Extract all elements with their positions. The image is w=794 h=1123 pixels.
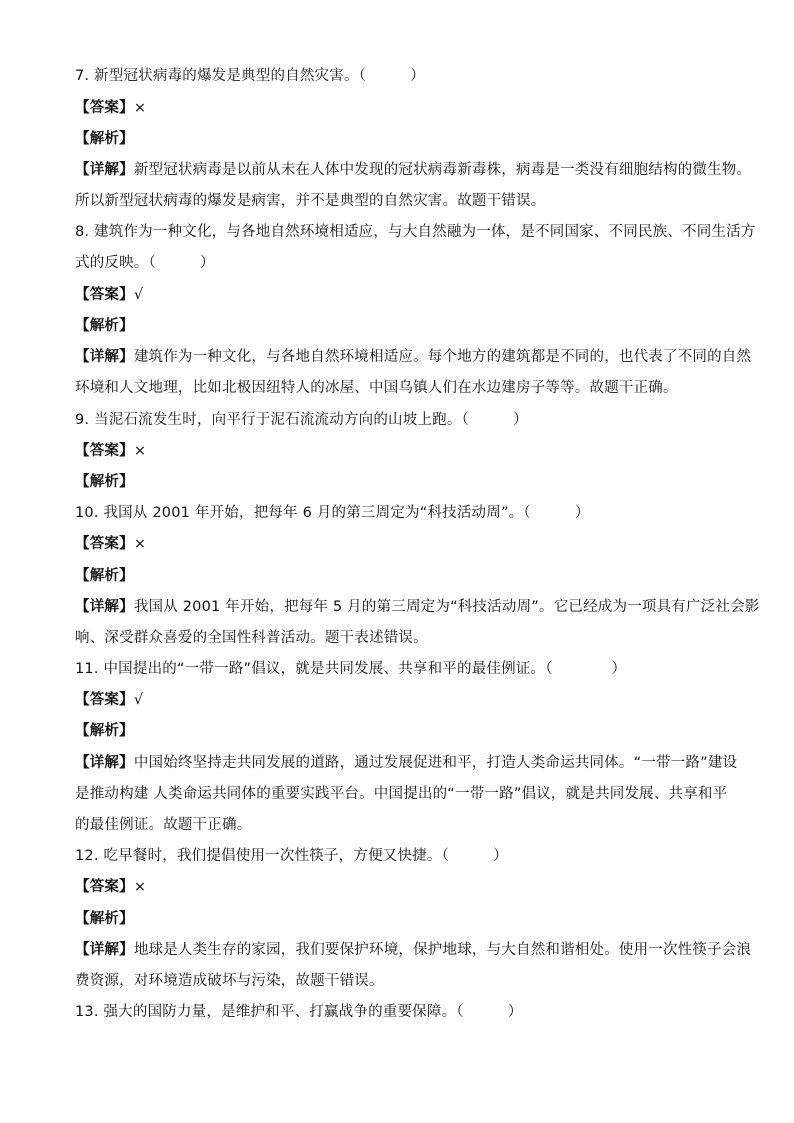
detail-label: 【详解】 — [75, 755, 134, 771]
detail-10-line-2: 响、深受群众喜爱的全国性科普活动。题干表述错误。 — [75, 630, 428, 646]
detail-text: 新型冠状病毒是以前从未在人体中发现的冠状病毒新毒株，病毒是一类没有细胞结构的微生物。 — [133, 162, 752, 178]
detail-label: 【详解】 — [75, 162, 134, 178]
analysis-label-9: 【解析】 — [75, 474, 134, 490]
answer-label: 【答案】 — [75, 443, 134, 459]
detail-8-line-2: 环境和人文地理，比如北极因纽特人的冰屋、中国乌镇人们在水边建房子等等。故题干正确。 — [75, 380, 678, 396]
question-9: 9. 当泥石流发生时，向平行于泥石流流动方向的山坡上跑。（ ） — [75, 412, 528, 428]
answer-label: 【答案】 — [75, 287, 134, 303]
question-8-line-2: 式的反映。（ ） — [75, 255, 215, 271]
detail-11-line-2: 是推动构建 人类命运共同体的重要实践平台。中国提出的“一带一路”倡议，就是共同发展、共享和平 — [75, 786, 728, 802]
detail-text: 地球是人类生存的家园，我们要保护环境，保护地球，与大自然和谐相处。使用一次性筷子会浪 — [133, 942, 752, 958]
answer-label: 【答案】 — [75, 879, 134, 895]
detail-label: 【详解】 — [75, 599, 134, 615]
answer-8 — [75, 285, 143, 305]
detail-text: 建筑作为一种文化，与各地自然环境相适应。每个地方的建筑都是不同的，也代表了不同的自然 — [133, 349, 752, 365]
question-12: 12. 吃早餐时，我们提倡使用一次性筷子，方便又快捷。（ ） — [75, 848, 508, 864]
answer-label: 【答案】 — [75, 100, 134, 116]
analysis-label-10: 【解析】 — [75, 568, 134, 584]
answer-7 — [75, 98, 146, 118]
answer-value: √ — [133, 692, 144, 708]
detail-label: 【详解】 — [75, 942, 134, 958]
detail-11-line-1 — [75, 753, 737, 773]
detail-12-line-2: 费资源，对环境造成破坏与污染，故题干错误。 — [75, 973, 384, 989]
answer-value: × — [133, 443, 147, 459]
answer-value: × — [133, 100, 147, 116]
answer-10 — [75, 534, 146, 554]
detail-10-line-1 — [75, 597, 760, 617]
answer-9 — [75, 441, 146, 461]
answer-12 — [75, 877, 146, 897]
detail-8-line-1 — [75, 347, 751, 367]
question-13: 13. 强大的国防力量，是维护和平、打赢战争的重要保障。（ ） — [75, 1004, 523, 1020]
analysis-label-12: 【解析】 — [75, 911, 134, 927]
answer-value: √ — [133, 287, 144, 303]
analysis-label-11: 【解析】 — [75, 723, 134, 739]
analysis-label-8: 【解析】 — [75, 318, 134, 334]
answer-value: × — [133, 879, 147, 895]
question-7: 7. 新型冠状病毒的爆发是典型的自然灾害。（ ） — [75, 68, 425, 84]
analysis-label-7: 【解析】 — [75, 131, 134, 147]
question-8-line-1: 8. 建筑作为一种文化，与各地自然环境相适应，与大自然融为一体，是不同国家、不同民族、不同生活方 — [75, 224, 756, 240]
answer-11 — [75, 690, 143, 710]
detail-7-line-1 — [75, 160, 751, 180]
detail-text: 我国从 2001 年开始，把每年 5 月的第三周定为“科技活动周”。它已经成为一项具有广泛社会影 — [133, 599, 760, 615]
detail-label: 【详解】 — [75, 349, 134, 365]
question-10: 10. 我国从 2001 年开始，把每年 6 月的第三周定为“科技活动周”。（ ） — [75, 505, 590, 521]
detail-text: 中国始终坚持走共同发展的道路，通过发展促进和平，打造人类命运共同体。“一带一路”建设 — [133, 755, 738, 771]
detail-11-line-3: 的最佳例证。故题干正确。 — [75, 817, 252, 833]
detail-7-line-2: 所以新型冠状病毒的爆发是病害，并不是典型的自然灾害。故题干错误。 — [75, 193, 546, 209]
answer-value: × — [133, 536, 147, 552]
question-11: 11. 中国提出的“一带一路”倡议，就是共同发展、共享和平的最佳例证。（ ） — [75, 661, 627, 677]
detail-12-line-1 — [75, 940, 751, 960]
answer-label: 【答案】 — [75, 536, 134, 552]
answer-label: 【答案】 — [75, 692, 134, 708]
